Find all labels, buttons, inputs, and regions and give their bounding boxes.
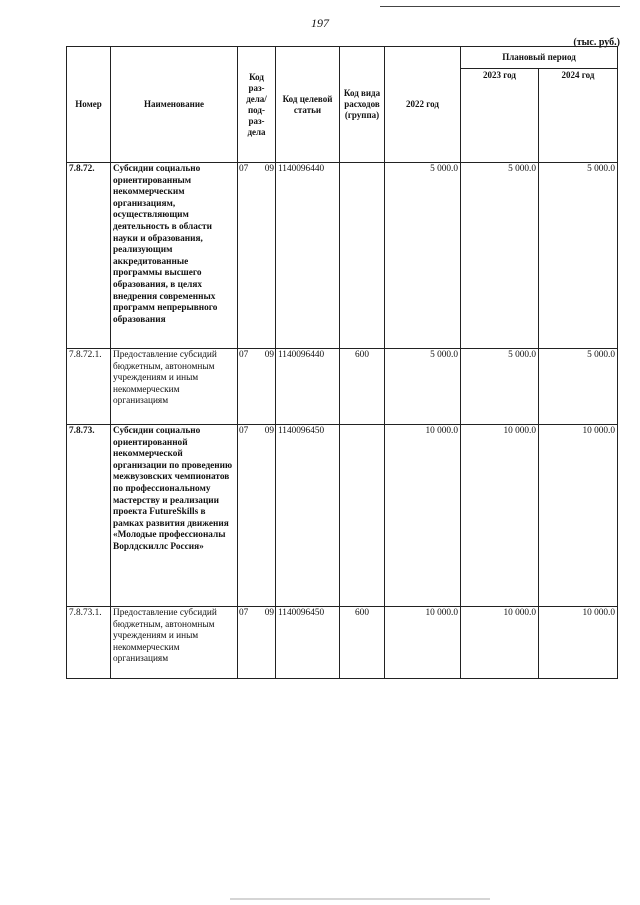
row-section-code [238,349,276,425]
header-2024: 2024 год [539,69,618,163]
table-row [67,425,618,607]
row-section-code [238,607,276,679]
header-name: Наименование [111,47,238,163]
row-target-code: 1140096440 [276,163,340,349]
row-name: Субсидии социально ориентированным некоммерческим организациям, осуществляющим деятельность в области науки и образования, реализующим аккредитованные программы высшего образования, в целях внедрения современных программ непрерывного образования [111,163,238,349]
page-number: 197 [311,16,329,30]
row-name: Предоставление субсидий бюджетным, автономным учреждениям и иным некоммерческим организациям [111,349,238,425]
header-number: Номер [67,47,111,163]
subsection-code: 09 [264,426,274,436]
row-expense-type [340,425,385,607]
table-row [67,607,618,679]
row-2023: 5 000.0 [461,163,539,349]
header-target: Код целевой статьи [276,47,340,163]
row-name: Предоставление субсидий бюджетным, автономным учреждениям и иным некоммерческим организациям [111,607,238,679]
header-2022: 2022 год [385,47,461,163]
row-target-code: 1140096450 [276,607,340,679]
header-expense-type: Код вида расходов (группа) [340,47,385,163]
row-2024: 10 000.0 [539,607,618,679]
scan-artifact [230,898,490,900]
row-expense-type: 600 [340,349,385,425]
header-2023: 2023 год [461,69,539,163]
section-code: 07 [239,608,249,618]
row-2022: 10 000.0 [385,607,461,679]
header-planned-period: Плановый период [461,47,618,69]
row-2024: 10 000.0 [539,425,618,607]
subsection-code: 09 [264,608,274,618]
row-2024: 5 000.0 [539,163,618,349]
section-code: 07 [239,350,249,360]
row-expense-type: 600 [340,607,385,679]
row-section-code [238,425,276,607]
row-2023: 10 000.0 [461,607,539,679]
row-2024: 5 000.0 [539,349,618,425]
row-section-code [238,163,276,349]
table-row [67,349,618,425]
budget-table [66,46,618,679]
row-2022: 5 000.0 [385,349,461,425]
row-number: 7.8.73.1. [67,607,111,679]
row-number: 7.8.72. [67,163,111,349]
subsection-code: 09 [264,350,274,360]
row-2022: 10 000.0 [385,425,461,607]
subsection-code: 09 [264,164,274,174]
row-number: 7.8.72.1. [67,349,111,425]
row-2022: 5 000.0 [385,163,461,349]
row-number: 7.8.73. [67,425,111,607]
table-row [67,163,618,349]
row-2023: 10 000.0 [461,425,539,607]
row-target-code: 1140096440 [276,349,340,425]
top-rule [380,6,620,7]
row-target-code: 1140096450 [276,425,340,607]
header-section: Код раз- дела/ под- раз- дела [238,47,276,163]
units-label: (тыс. руб.) [573,37,620,48]
section-code: 07 [239,164,249,174]
row-expense-type [340,163,385,349]
row-name: Субсидии социально ориентированной некоммерческой организации по проведению межвузовских чемпионатов по профессиональному мастерству и реализации проекта FutureSkills в рамках развития движения «Молодые профессионалы Ворлдскиллс Россия» [111,425,238,607]
section-code: 07 [239,426,249,436]
row-2023: 5 000.0 [461,349,539,425]
